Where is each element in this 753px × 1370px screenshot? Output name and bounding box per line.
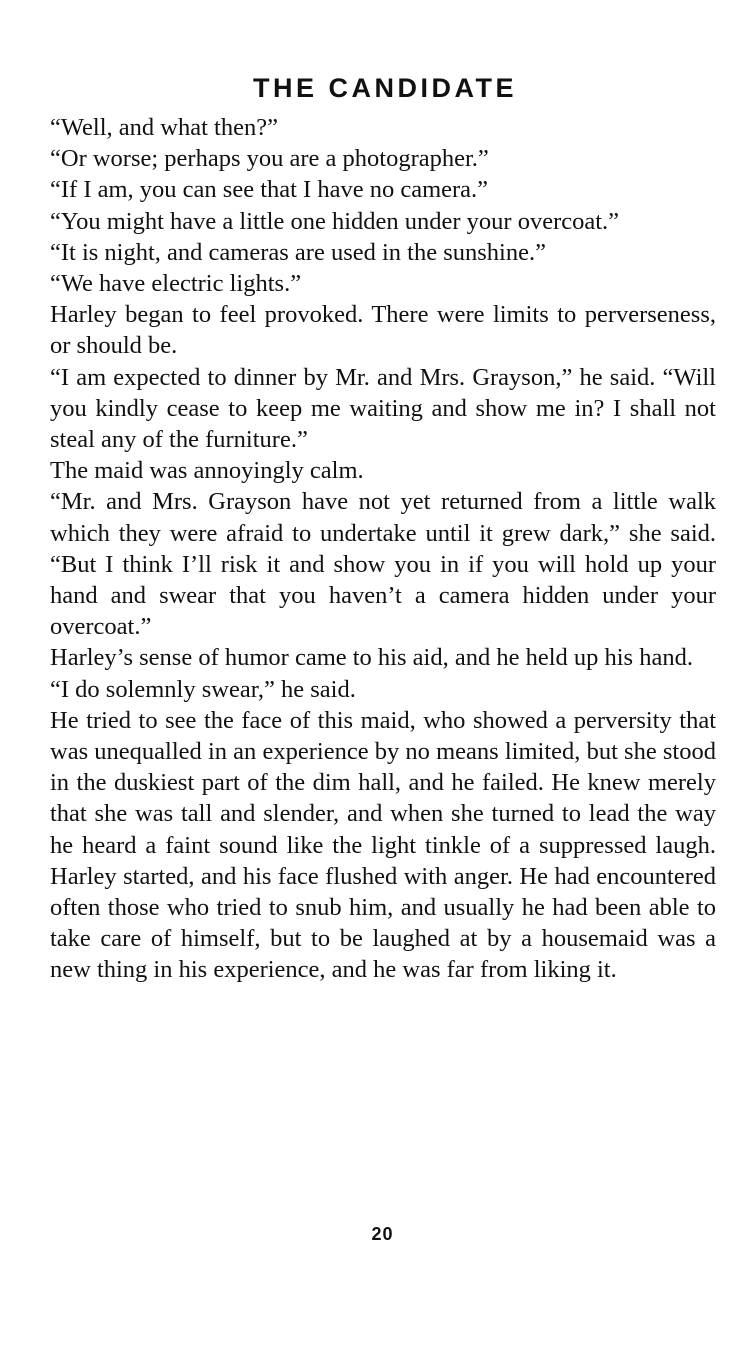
paragraph: He tried to see the face of this maid, who showed a perversity that was unequalled in an experience by no means limited, but she stood in the duskiest part of the dim hall, and he failed. He knew merely that she was tall and slender, and when she turned to lead the way he heard a faint sound like the light tinkle of a suppressed laugh. Harley started, and his face flushed with anger. He had encountered often those who tried to snub him, and usually he had been able to take care of himself, but to be laughed at by a housemaid was a new thing in his experience, and he was far from liking it. bbox=[50, 706, 716, 984]
paragraph: “It is night, and cameras are used in the sunshine.” bbox=[50, 238, 546, 266]
paragraph: “Mr. and Mrs. Grayson have not yet returned from a little walk which they were afraid to undertake until it grew dark,” she said. “But I think I’ll risk it and show you in if you will hold up your hand and swear that you haven’t a camera hidden under your overcoat.” bbox=[50, 488, 716, 641]
paragraph: The maid was annoyingly calm. bbox=[50, 457, 364, 485]
paragraph: “I do solemnly swear,” he said. bbox=[50, 675, 356, 703]
paragraph: “Well, and what then?” bbox=[50, 114, 278, 141]
page-number: 20 bbox=[371, 1224, 394, 1244]
paragraph: Harley began to feel provoked. There were limits to perverseness, or should be. bbox=[50, 301, 716, 360]
running-head: THE CANDIDATE bbox=[253, 73, 517, 103]
paragraph: “You might have a little one hidden under your overcoat.” bbox=[50, 207, 620, 235]
paragraph: “Or worse; perhaps you are a photographer.” bbox=[50, 145, 489, 173]
book-page bbox=[50, 70, 716, 986]
paragraph: “If I am, you can see that I have no camera.” bbox=[50, 176, 489, 204]
body-text bbox=[50, 112, 716, 986]
paragraph: Harley’s sense of humor came to his aid, and he held up his hand. bbox=[50, 644, 693, 672]
paragraph: “We have electric lights.” bbox=[50, 270, 302, 298]
paragraph: “I am expected to dinner by Mr. and Mrs. Grayson,” he said. “Will you kindly cease to keep me waiting and show me in? I shall not steal any of the furniture.” bbox=[50, 363, 716, 454]
